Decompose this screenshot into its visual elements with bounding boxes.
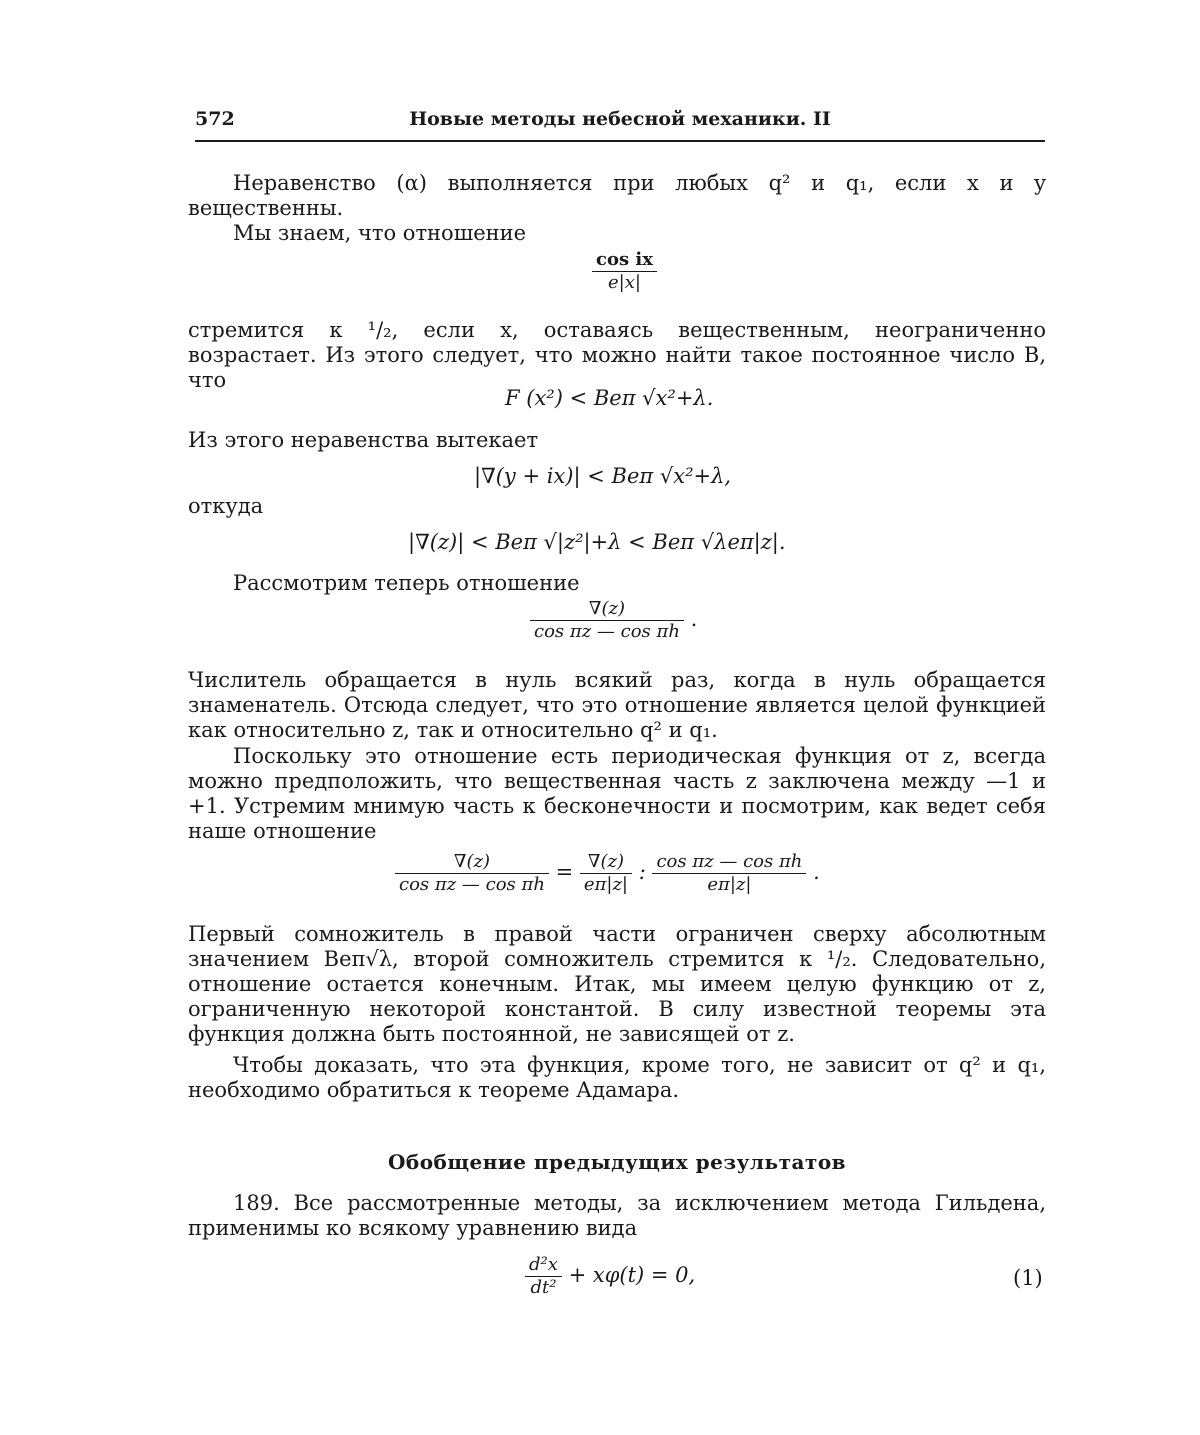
page-header [195,108,1045,134]
fraction-denominator: cos πz — cos πh [399,874,545,895]
paragraph-periodic: Поскольку это отношение есть периодическая функция от z, всегда можно предположить, что вещественная часть z заключена между —1 и +1. Устремим мнимую часть к бесконечности и посмотрим, как ведет себя наше отношение [188,744,1046,843]
equation-number: (1) [1013,1266,1043,1290]
paragraph-from-inequality: Из этого неравенства вытекает [188,428,539,452]
paragraph-whence: откуда [188,494,264,518]
fraction-numerator: ∇(z) [580,852,632,874]
section-title: Обобщение предыдущих результатов [387,1150,847,1174]
equation-1-rest: + xφ(t) = 0, [568,1263,696,1287]
paragraph-inequality: Неравенство (α) выполняется при любых q² и q₁, если x и y вещественны. [188,171,1046,220]
equation-F-bound: F (x²) < Beπ √x²+λ. [505,386,714,410]
page-number: 572 [195,108,235,130]
fraction-numerator: cos ix [592,250,657,272]
paragraph-first-factor: Первый сомножитель в правой части ограничен сверху абсолютным значением Beπ√λ, второй сомножитель стремится к ¹/₂. Следовательно, отношение остается конечным. Итак, мы имеем целую функцию от z, ограниченную некоторой константой. В силу известной теоремы эта функция должна быть постоянной, не зависящей от z. [188,922,1046,1046]
paragraph-tends-to: стремится к ¹/₂, если x, оставаясь вещественным, неограниченно возрастает. Из этого следует, что можно найти такое постоянное число B, что [188,318,1046,392]
equation-cos-ix-ratio [592,250,657,293]
fraction-numerator: ∇(z) [395,852,549,874]
fraction-numerator: cos πz — cos πh [652,852,806,874]
running-head: Новые методы небесной механики. II [409,108,831,130]
fraction-denominator: cos πz — cos πh [534,621,680,642]
equation-ratio-decomposition: $\frac{\nabla(z)}{\text{cos πz — cos πh}}$ = $\frac{\nabla(z)}{e\pi|z|}$ : $\frac{\text{cos πz — cos πh}}{e\pi|z|}$ . [395,852,820,895]
equation-nabla-over-cos: $\frac{\nabla(z)}{\text{cos πz — cos πh}}$ . [530,599,697,642]
fraction-denominator: e|x| [608,272,641,293]
fraction-denominator: dt² [530,1277,557,1298]
header-rule [195,140,1045,142]
fraction-denominator: eπ|z| [707,874,752,895]
equation-1 [525,1255,695,1298]
fraction-numerator: d²x [525,1255,562,1277]
paragraph-section-189: 189. Все рассмотренные методы, за исключением метода Гильдена, применимы ко всякому уравнению вида [188,1191,1046,1240]
equation-nabla-bound-2: |∇(z)| < Beπ √|z²|+λ < Beπ √λeπ|z|. [408,530,786,554]
paragraph-we-know: Мы знаем, что отношение [233,221,527,245]
paragraph-consider-ratio: Рассмотрим теперь отношение [233,571,580,595]
fraction-numerator: ∇(z) [530,599,684,621]
fraction-denominator: eπ|z| [583,874,629,895]
paragraph-hadamard: Чтобы доказать, что эта функция, кроме того, не зависит от q² и q₁, необходимо обратиться к теореме Адамара. [188,1053,1046,1102]
paragraph-numerator-vanishes: Числитель обращается в нуль всякий раз, когда в нуль обращается знаменатель. Отсюда следует, что это отношение является целой функцией как относительно z, так и относительно q² и q₁. [188,668,1046,742]
equation-nabla-bound-1: |∇(y + ix)| < Beπ √x²+λ, [474,464,732,488]
